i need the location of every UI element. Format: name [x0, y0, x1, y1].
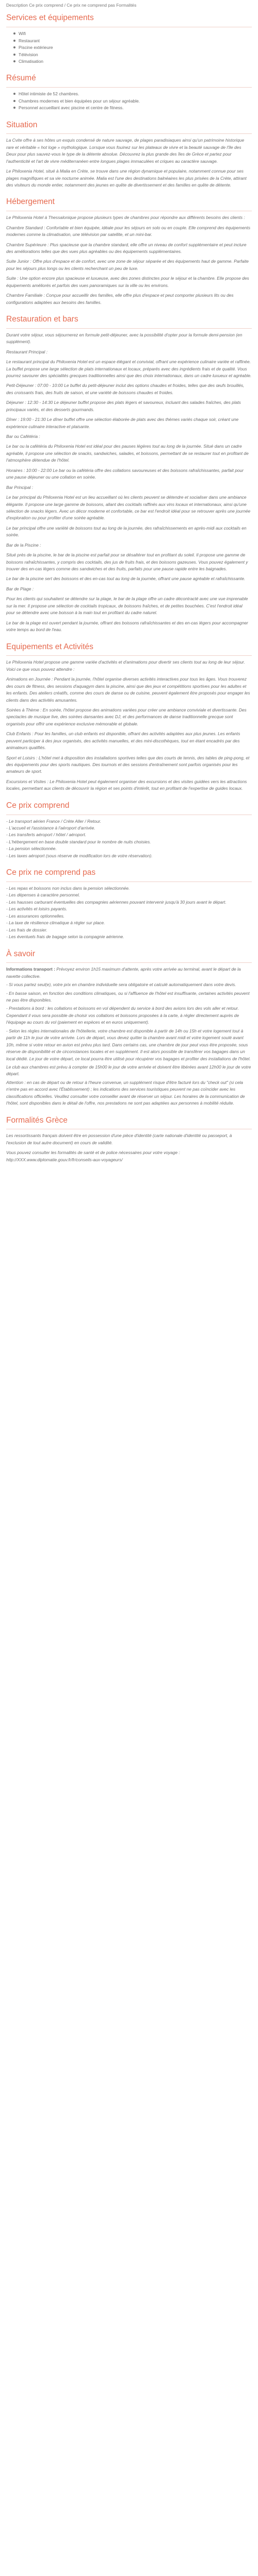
paragraph: Déjeuner : 12:30 - 14:30 Le déjeuner buffet propose des plats légers et savoureux, incluant des salades fraîches, des plats principaux variés, et des desserts gourmands.	[6, 400, 241, 412]
list-item: - Les assurances optionnelles.	[6, 913, 65, 919]
a-savoir-title: À savoir	[6, 948, 252, 963]
situation-title: Situation	[6, 119, 252, 134]
a-savoir-content	[6, 966, 252, 1107]
paragraph: Le bar ou la cafétéria du Philoxenia Hotel est idéal pour des pauses légères tout au long de la journée. Situé dans un cadre agréable, il propose une sélection de snacks, sandwiches, salades, et boissons, permettant de se restaurer tout en profitant de l'atmosphère détendue de l'hôtel.	[6, 444, 249, 463]
paragraph: Club Enfants : Pour les familles, un club enfants est disponible, offrant des activités adaptées aux plus jeunes. Les enfants peuvent participer à des jeux organisés, des activités manuelles, et des mini-discothèques, tout en étant encadrés par des animateurs qualifiés.	[6, 731, 240, 751]
paragraph: Le bar principal offre une variété de boissons tout au long de la journée, des rafraîchissements en après-midi aux cocktails en soirée.	[6, 525, 247, 538]
list-item: - Le transport aérien France / Crète Aller / Retour.	[6, 818, 102, 824]
subheading: Bar de la Piscine :	[6, 542, 41, 548]
list-item: - Les éventuels frais de bagage selon la compagnie aérienne.	[6, 934, 124, 940]
paragraph: - Prestations à bord : les collations et boissons en vol dépendent du service à bord des avions lors des vols aller et retour. Cependant il vous sera possible de choisir vos collations et boissons proposées à la carte, à régler directement auprès de l'équipage au cours du vol (paiement en espèces et en euros uniquement).	[6, 1006, 239, 1025]
list-item: Hôtel intimiste de 52 chambres.	[13, 91, 252, 97]
paragraph: Dîner : 19:00 - 21:30 Le dîner buffet offre une sélection élaborée de plats avec des thèmes variés chaque soir, créant une expérience culinaire interactive et plaisante.	[6, 417, 239, 429]
prix-ne-comprend-title: Ce prix ne comprend pas	[6, 867, 252, 882]
prix-comprend-title: Ce prix comprend	[6, 800, 252, 815]
paragraph: Pour les clients qui souhaitent se détendre sur la plage, le bar de la plage offre un cadre décontracté avec une vue imprenable sur la mer. Il propose une sélection de cocktails tropicaux, de boissons fraîches, et de petites bouchées. C'est l'endroit idéal pour se détendre avec une boisson à la main tout en profitant du cadre naturel.	[6, 596, 248, 616]
section-nav	[6, 2, 252, 9]
list-item: - L'accueil et l'assistance à l'aéroport d'arrivée.	[6, 825, 95, 831]
prix-comprend-list	[6, 818, 252, 860]
info-transport-label: Informations transport :	[6, 967, 55, 972]
list-item: Piscine extérieure	[13, 44, 252, 51]
page	[0, 0, 258, 1163]
paragraph: Le Philoxenia Hotel propose une gamme variée d'activités et d'animations pour divertir ses clients tout au long de leur séjour. Voici ce que vous pouvez attendre :	[6, 659, 245, 672]
paragraph: Les ressortissants français doivent être en possession d'une pièce d'identité (carte nationale d'identité ou passeport, à l'exclusion de tout autre document) en cours de validité.	[6, 1133, 232, 1145]
paragraph: - Si vous partez seul(e), votre prix en chambre individuelle sera obligatoire et calculé automatiquement dans votre devis.	[6, 982, 236, 988]
info-transport-text: Prévoyez environ 1h15 maximum d'attente, après votre arrivée au terminal, avant le départ de la navette collective.	[6, 967, 241, 979]
subheading: Bar ou Cafétéria :	[6, 434, 40, 439]
paragraph: La Cvite offre à ses hôtes un exquis condensé de nature sauvage, de plages paradisiaques ainsi qu'un patrimoine historique rare et véritable « hot loge » mythologique. Lorsque vous fouinez sur les plateaux de vivre et la beauté sauvage de l'île des Deux pour plus sauvez-vous le type de la détente absolue. Découvrez la plus grande des îles de Grèce et partez pour l'authenticité et l'art de vivre méditerranéen entre longues plages immaculées et criques au caractère sauvage.	[6, 138, 245, 164]
list-item: Chambres modernes et bien équipées pour un séjour agréable.	[13, 98, 252, 105]
list-item: - Les transferts aéroport / hôtel / aéroport.	[6, 832, 87, 838]
paragraph: Le bar de la piscine sert des boissons et des en-cas tout au long de la journée, offrant une pause agréable et rafraîchissante.	[6, 576, 246, 582]
list-item: Climatisation	[13, 58, 252, 65]
subheading: Bar Principal :	[6, 484, 34, 490]
paragraph: Le restaurant principal du Philoxenia Hotel est un espace élégant et convivial, offrant une expérience culinaire variée et raffinée. La buffet propose une large sélection de plats internationaux et locaux, préparés avec des ingrédients frais et de qualité. Vous pourrez savourer des spécialités grecques traditionnelles ainsi que des choix internationaux, dans un cadre luxueux et agréable.	[6, 359, 252, 378]
section-nav-text[interactable]: Description Ce prix comprend / Ce prix ne comprend pas Formalités	[6, 3, 137, 8]
resume-list	[6, 91, 252, 111]
list-item: Personnel accueillant avec piscine et centre de fitness.	[13, 105, 252, 111]
paragraph: Animations en Journée : Pendant la journée, l'hôtel organise diverses activités interactives pour tous les âges. Vous trouverez des cours de fitness, des sessions d'aquagym dans la piscine, ainsi que des jeux et compétitions sportives pour les adultes et les enfants. Des ateliers créatifs, comme des cours de danse ou de cuisine, peuvent également être proposés pour engager les clients dans des activités amusantes.	[6, 676, 250, 703]
list-item: - Les hausses carburant éventuelles des compagnies aériennes pouvant intervenir jusqu'à 30 jours avant le départ.	[6, 899, 227, 905]
resume-title: Résumé	[6, 72, 252, 88]
info-transport	[6, 966, 252, 980]
paragraph: Suite Junior : Offre plus d'espace et de confort, avec une zone de séjour séparée et des équipements haut de gamme. Parfaite pour les séjours plus longs ou les clients recherchant un peu de luxe.	[6, 259, 249, 271]
equipements-title: Equipements et Activités	[6, 641, 252, 656]
restauration-title: Restauration et bars	[6, 313, 252, 329]
list-item: - L'hébergement en base double standard pour le nombre de nuits choisies.	[6, 839, 151, 844]
paragraph: Attention : en cas de départ ou de retour à l'heure convenue, un supplément risque d'être facturé lors du "check out" (si cela n'entre pas en accord avec l'Établissement) ; les indications des services touristiques peuvent ne pas coïncider avec les classifications officielles. Veuillez consulter votre conseiller avant de réserver un séjour. Les horaires de la communication de l'hôtel, sont disponibles dans le détail de l'offre, nos prestations ne sont pas adaptées aux personnes à mobilité réduite.	[6, 1079, 245, 1106]
paragraph: Chambre Familiale : Conçue pour accueillir des familles, elle offre plus d'espace et peut comporter plusieurs lits ou des configurations adaptées aux besoins des familles.	[6, 293, 234, 305]
paragraph: Durant votre séjour, vous séjournerez en formule petit-déjeuner, avec la possibilité d'opter pour la formule demi-pension (en supplément).	[6, 332, 243, 345]
paragraph: - En basse saison, en fonction des conditions climatiques, ou si l'affluence de l'hôtel est insuffisante, certaines activités peuvent ne pas être disponibles.	[6, 990, 250, 1003]
list-item: - La taxe de résilience climatique à régler sur place.	[6, 920, 105, 926]
hebergement-title: Hébergement	[6, 196, 252, 211]
paragraph: Le club aux chambres est prévu à compter de 15h00 le jour de votre arrivée et doivent être libérées avant 12h00 le jour de votre départ.	[6, 1064, 251, 1077]
paragraph: Le Philoxenia Hotel à Thessalonique propose plusieurs types de chambres pour répondre aux différents besoins des clients :	[6, 215, 245, 221]
services-title: Services et équipements	[6, 12, 252, 27]
paragraph: Le bar de la plage est ouvert pendant la journée, offrant des boissons rafraîchissantes et des en-cas légers pour accompagner votre temps au bord de l'eau.	[6, 620, 248, 633]
paragraph: Suite : Une option encore plus spacieuse et luxueuse, avec des zones distinctes pour le séjour et la chambre. Elle propose des équipements améliorés et parfois des vues panoramiques sur la ville ou les environs.	[6, 276, 249, 288]
list-item: - Les frais de dossier.	[6, 927, 47, 933]
paragraph: Horaires : 10:00 - 22:00 Le bar ou la cafétéria offre des collations savoureuses et des boissons rafraîchissantes, parfait pour une pause déjeuner ou une collation en soirée.	[6, 467, 244, 480]
services-list	[6, 30, 252, 65]
list-item: - La pension sélectionnée.	[6, 846, 57, 852]
list-item: Wifi	[13, 30, 252, 37]
list-item: Restaurant	[13, 38, 252, 44]
paragraph: Situé près de la piscine, le bar de la piscine est parfait pour se désaltérer tout en profitant du soleil. Il propose une gamme de boissons rafraîchissantes, y compris des cocktails, des jus de fruits frais, et des boissons gazeuses. Vous pouvez également y trouver des en-cas légers comme des sandwiches et des fruits, parfaits pour une pause rapide entre les baignades.	[6, 552, 248, 572]
formalites-title: Formalités Grèce	[6, 1114, 252, 1130]
list-item: - Les activités et loisirs payants.	[6, 906, 68, 912]
list-item: - Les repas et boissons non inclus dans la pension sélectionnée.	[6, 886, 130, 891]
list-item: Télévision	[13, 52, 252, 58]
paragraph: Chambre Standard : Confortable et bien équipée, idéale pour les séjours en solo ou en couple. Elle comprend des équipements modernes comme la climatisation, une télévision par satellite, et un mini-bar.	[6, 225, 251, 238]
paragraph: Soirées à Thème : En soirée, l'hôtel propose des animations variées pour créer une ambiance conviviale et divertissante. Des spectacles de musique live, des soirées dansantes avec DJ, et des performances de danse traditionnelle grecque sont organisés pour offrir une expérience exclusive mémorable et globale.	[6, 707, 247, 726]
paragraph: Vous pouvez consulter les formalités de santé et de police nécessaires pour votre voyage : http://XXX.www.diplomatie.gouv.fr/fr/conseils-aux-voyageurs/	[6, 1150, 180, 1162]
list-item: - Les taxes aéroport (sous réserve de modification lors de votre réservation).	[6, 853, 153, 858]
paragraph: Chambre Supérieure : Plus spacieuse que la chambre standard, elle offre un niveau de confort supplémentaire et peut inclure des améliorations telles que des vues plus agréables ou des équipements supplémentaires.	[6, 242, 247, 254]
paragraph: Excursions et Visites : Le Philoxenia Hotel peut également organiser des excursions et des visites guidées vers les attractions locales, permettant aux clients de découvrir la région et ses points d'intérêt, tout en profitant de l'expertise de guides locaux.	[6, 778, 247, 791]
paragraph: - Selon les règles internationales de l'hôtellerie, votre chambre est disponible à partir de 14h ou 15h et votre logement tout à partir de 11h le jour de votre arrivée. Lors de départ, vous devez quitter la chambre avant midi et votre logement soulé avant 10h, même si votre retour en avion est prévu plus tard. Dans certains cas, une chambre de jour peut vous être proposée, sous réserve de disponibilité et de circonstances locales et en supplément. Il est alors possible de transférer vos bagages dans un local dédié. Le jour de votre départ, ce local pourra être utilisé pour récupérer vos bagages et profiter des installations de l'hôtel.	[6, 1028, 251, 1061]
paragraph: Le Philoxenia Hotel, situé à Malia en Crète, se trouve dans une région dynamique et populaire, notamment connue pour ses plages magnifiques et sa vie nocturne animée. Malia est l'une des destinations balnéaires les plus prisées de la Crète, attirant des visiteurs du monde entier, notamment des jeunes en quête de divertissement et des familles en quête de détente.	[6, 168, 247, 188]
subheading: Restaurant Principal :	[6, 349, 48, 354]
paragraph: Sport et Loisirs : L'hôtel met à disposition des installations sportives telles que des courts de tennis, des tables de ping-pong, et des équipements pour des sports nautiques. Des tournois et des sessions d'entraînement sont parfois organisés pour les amateurs de sport.	[6, 755, 250, 774]
paragraph: Petit-Déjeuner : 07:00 - 10:00 Le buffet du petit-déjeuner inclut des options chaudes et froides, telles que des œufs brouillés, des croissants frais, des fruits de saison, et une variété de boissons chaudes et froides.	[6, 383, 245, 395]
paragraph: Le bar principal du Philoxenia Hotel est un lieu accueillant où les clients peuvent se détendre et socialiser dans une ambiance élégante. Il propose une large gamme de boissons, allant des cocktails raffinés aux vins locaux et internationaux, ainsi qu'une sélection de snacks légers. Avec un décor moderne et confortable, ce bar est l'endroit idéal pour se retrouver après une journée d'exploration ou pour profiter d'une soirée agréable.	[6, 495, 251, 521]
list-item: - Les dépenses à caractère personnel.	[6, 892, 80, 898]
prix-ne-comprend-list	[6, 885, 252, 941]
subheading: Bar de Plage :	[6, 586, 34, 591]
